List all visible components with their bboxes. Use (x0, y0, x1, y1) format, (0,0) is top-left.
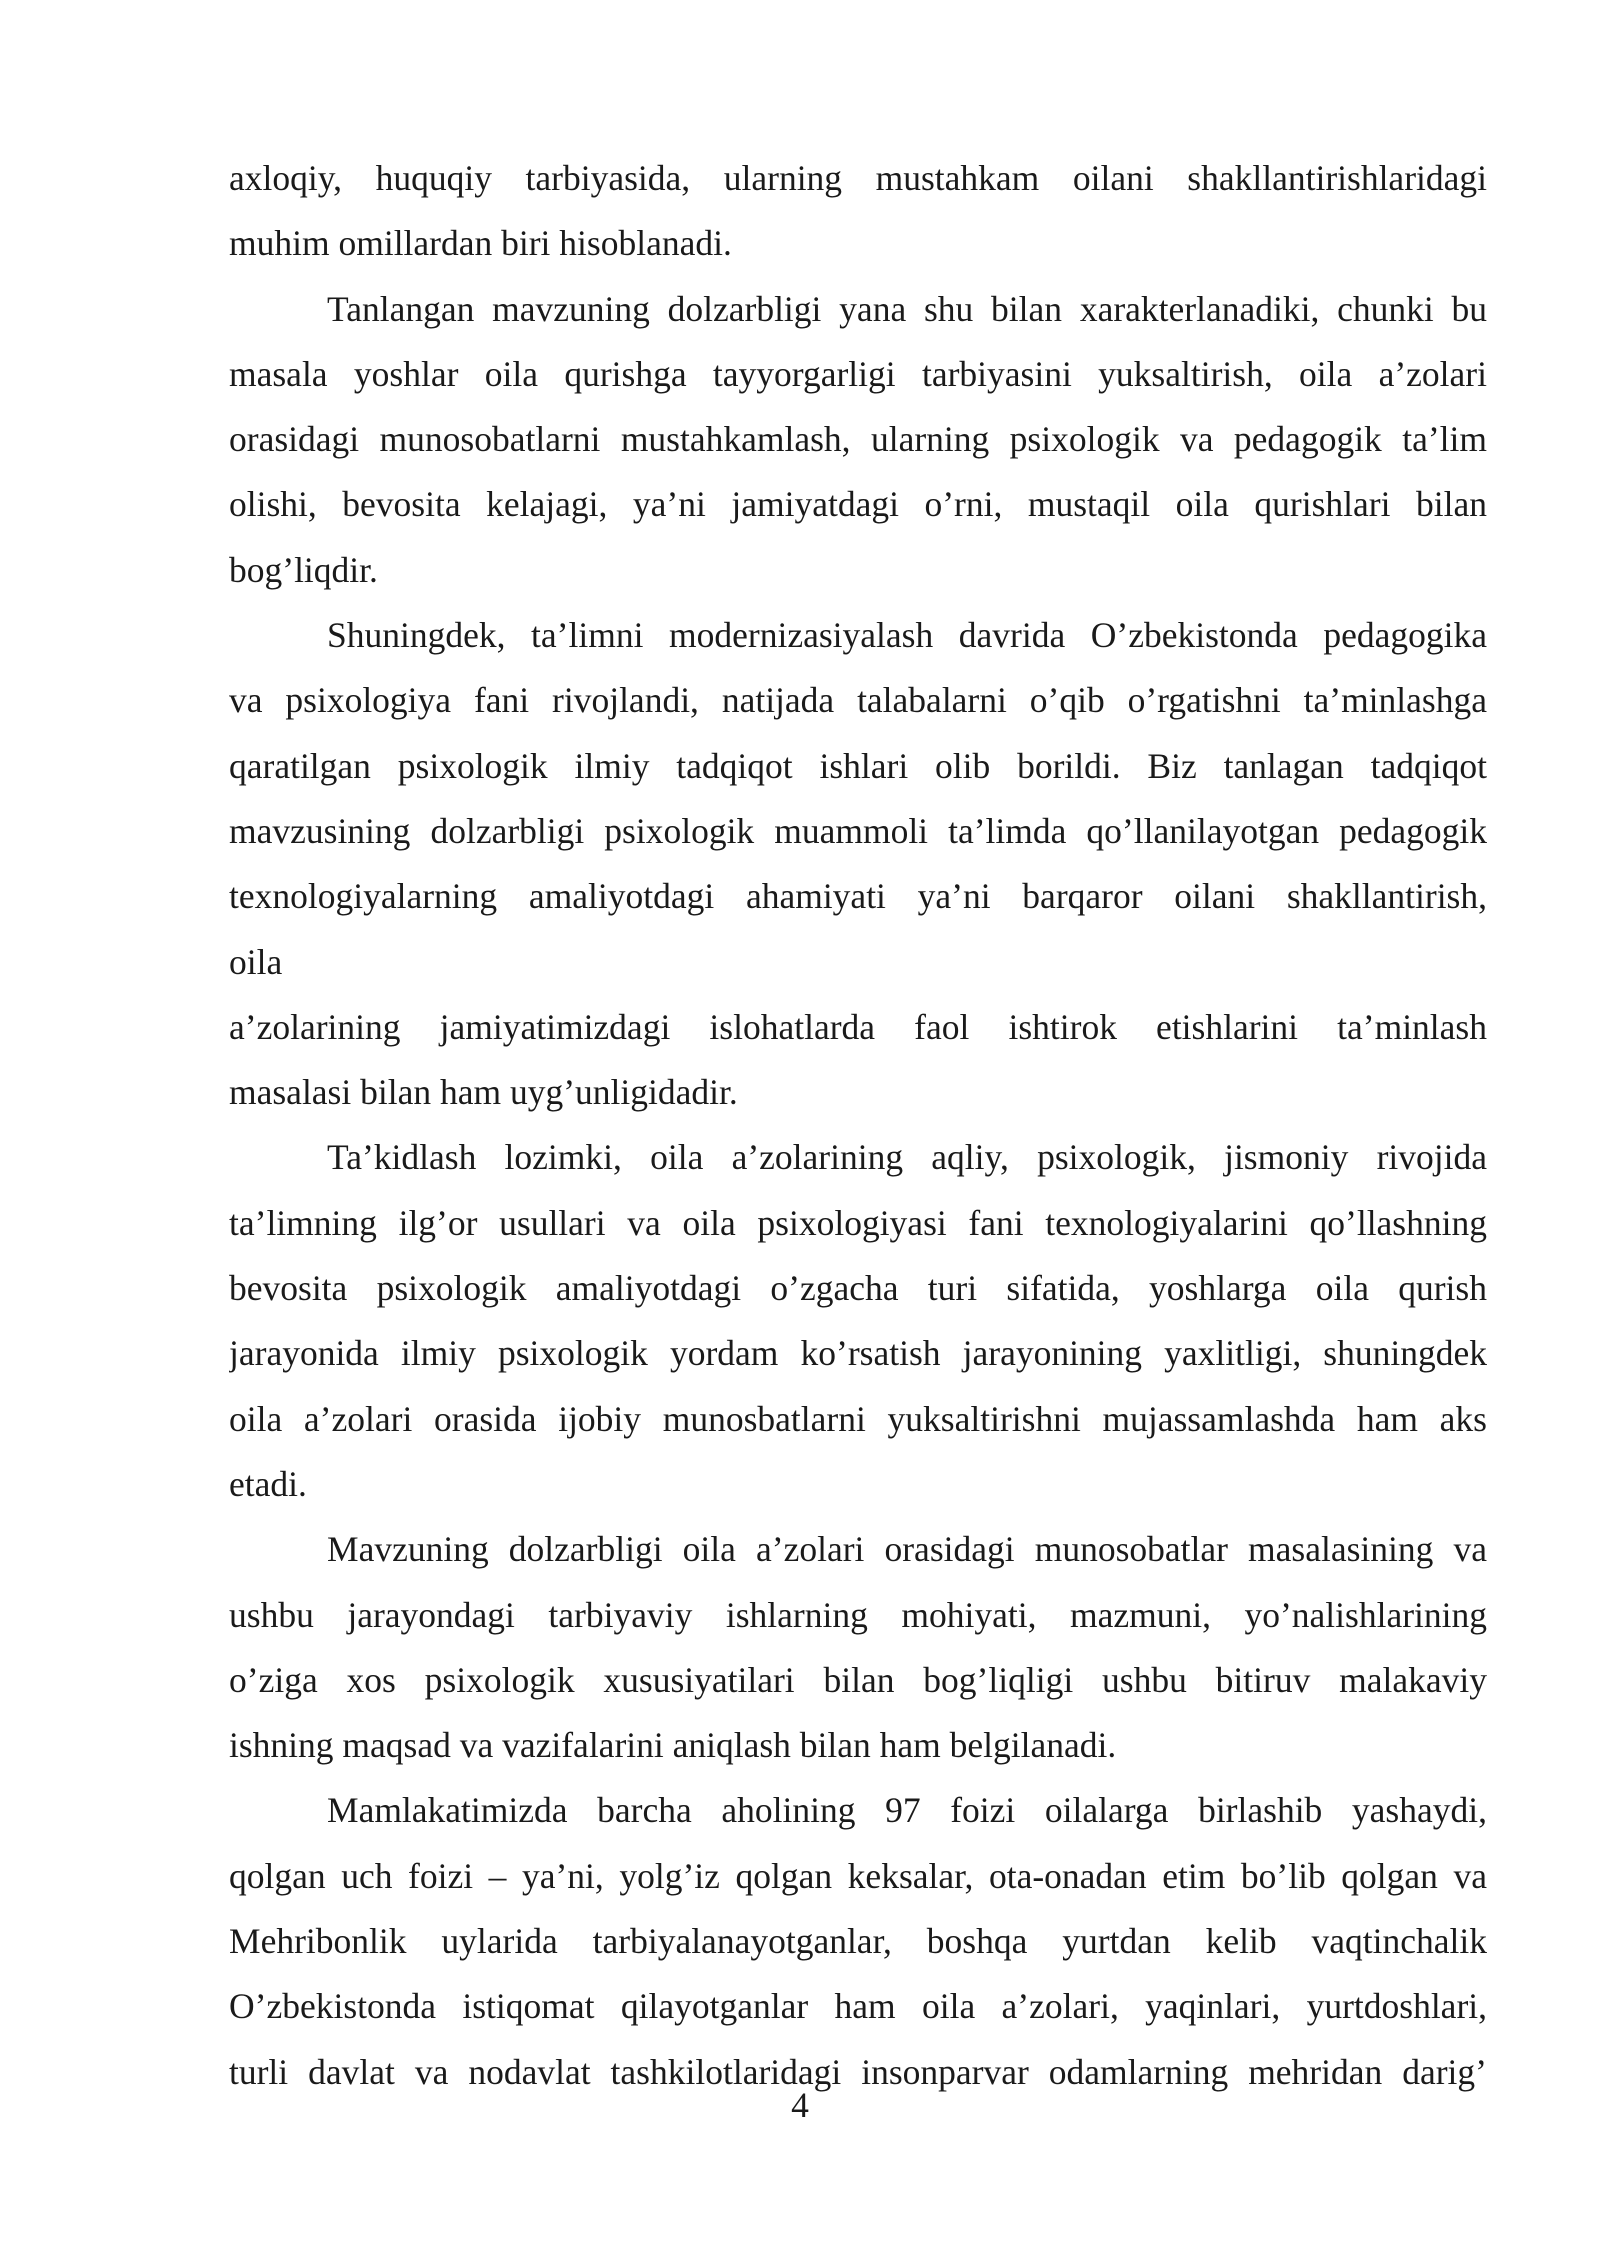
text-line: ishning maqsad va vazifalarini aniqlash bilan ham belgilanadi. (229, 1725, 1117, 1766)
text-line: Mehribonlik uylarida tarbiyalanayotganlar, boshqa yurtdan kelib vaqtinchalik (229, 1921, 1487, 1962)
text-line: Ta’kidlash lozimki, oila a’zolarining aqliy, psixologik, jismoniy rivojida (327, 1137, 1487, 1178)
text-line: a’zolarining jamiyatimizdagi islohatlarda faol ishtirok etishlarini ta’minlash (229, 1006, 1487, 1047)
text-line: o’ziga xos psixologik xususiyatilari bilan bog’liqligi ushbu bitiruv malakaviy (229, 1659, 1487, 1700)
text-line: oila (229, 941, 283, 982)
text-line: Shuningdek, ta’limni modernizasiyalash davrida O’zbekistonda pedagogika (327, 615, 1487, 656)
text-line: muhim omillardan biri hisoblanadi. (229, 223, 732, 264)
text-line: turli davlat va nodavlat tashkilotlaridagi insonparvar odamlarning mehridan darig’ (229, 2051, 1487, 2092)
text-line: axloqiy, huquqiy tarbiyasida, ularning mustahkam oilani shakllantirishlaridagi (229, 158, 1487, 198)
text-line: Mavzuning dolzarbligi oila a’zolari orasidagi munosobatlar masalasining va (327, 1529, 1487, 1570)
text-line: texnologiyalarning amaliyotdagi ahamiyati ya’ni barqaror oilani shakllantirish, (229, 876, 1487, 917)
text-line: Mamlakatimizda barcha aholining 97 foizi oilalarga birlashib yashaydi, (327, 1790, 1487, 1831)
text-line: etadi. (229, 1463, 307, 1504)
text-line: bog’liqdir. (229, 549, 378, 590)
text-line: va psixologiya fani rivojlandi, natijada talabalarni o’qib o’rgatishni ta’minlashga (229, 680, 1487, 721)
text-line: ushbu jarayondagi tarbiyaviy ishlarning mohiyati, mazmuni, yo’nalishlarining (229, 1594, 1487, 1635)
text-line: jarayonida ilmiy psixologik yordam ko’rsatish jarayonining yaxlitligi, shuningdek (229, 1333, 1487, 1374)
text-line: O’zbekistonda istiqomat qilayotganlar ham oila a’zolari, yaqinlari, yurtdoshlari, (229, 1986, 1487, 2027)
text-line: oila a’zolari orasida ijobiy munosbatlarni yuksaltirishni mujassamlashda ham aks (229, 1398, 1487, 1439)
text-line: ta’limning ilg’or usullari va oila psixologiyasi fani texnologiyalarini qo’llashning (229, 1202, 1487, 1243)
text-line: orasidagi munosobatlarni mustahkamlash, ularning psixologik va pedagogik ta’lim (229, 419, 1487, 460)
body-text (229, 146, 1487, 2105)
text-line: qaratilgan psixologik ilmiy tadqiqot ishlari olib borildi. Biz tanlagan tadqiqot (229, 745, 1487, 786)
text-line: mavzusining dolzarbligi psixologik muammoli ta’limda qo’llanilayotgan pedagogik (229, 810, 1487, 851)
text-line: olishi, bevosita kelajagi, ya’ni jamiyatdagi o’rni, mustaqil oila qurishlari bilan (229, 484, 1487, 525)
page-number: 4 (791, 2085, 809, 2125)
text-line: masala yoshlar oila qurishga tayyorgarligi tarbiyasini yuksaltirish, oila a’zolari (229, 353, 1487, 394)
text-line: masalasi bilan ham uyg’unligidadir. (229, 1072, 738, 1113)
text-line: bevosita psixologik amaliyotdagi o’zgacha turi sifatida, yoshlarga oila qurish (229, 1268, 1487, 1309)
text-line: Tanlangan mavzuning dolzarbligi yana shu bilan xarakterlanadiki, chunki bu (327, 288, 1487, 329)
text-line: qolgan uch foizi – ya’ni, yolg’iz qolgan keksalar, ota-onadan etim bo’lib qolgan va (229, 1855, 1487, 1896)
